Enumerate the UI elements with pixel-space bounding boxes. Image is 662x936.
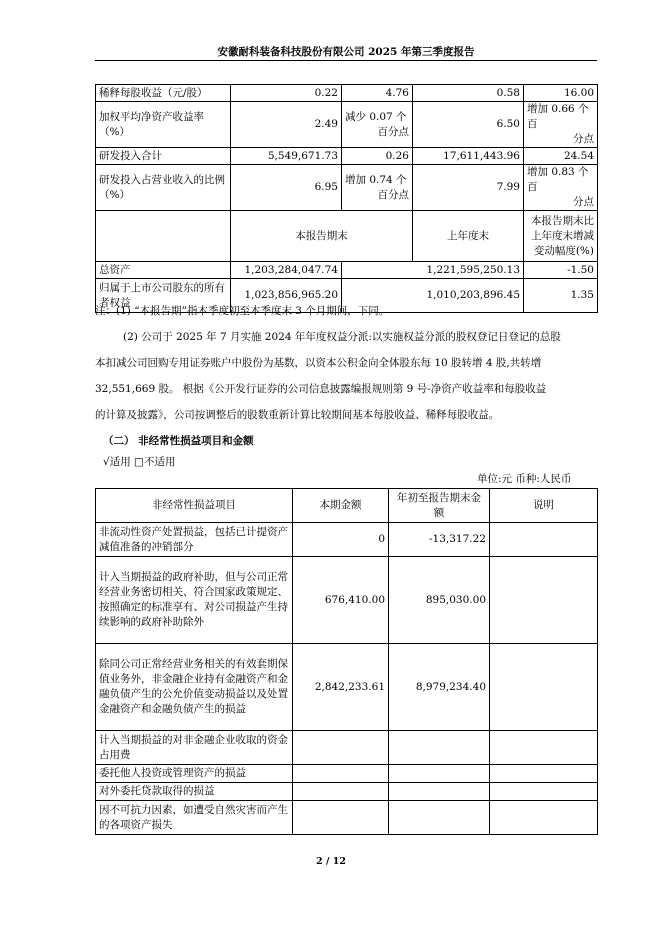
cell-text: 增加 0.74 个	[345, 173, 407, 186]
ytd-amount: -13,317.22	[389, 523, 490, 557]
cell-value: 2.49	[231, 102, 342, 148]
cell-text: 增加 0.66 个百	[527, 103, 589, 130]
note-cell	[490, 801, 598, 835]
column-header-ytd: 年初至报告期末金额	[389, 489, 490, 523]
item-label: 非流动性资产处置损益，包括已计提资产减值准备的冲销部分	[96, 523, 293, 557]
cell-value: 6.95	[231, 165, 342, 211]
note-2-line: 本扣减公司回购专用证券账户中股份为基数，以资本公积金向全体股东每 10 股转增 4 股,共转增	[95, 357, 542, 369]
cell-value: 24.54	[524, 148, 598, 165]
table-row	[96, 523, 598, 557]
cell-value	[342, 102, 413, 148]
table-row	[96, 557, 598, 644]
current-amount	[293, 731, 389, 765]
column-header-current: 本期金额	[293, 489, 389, 523]
cell-value: 1,221,595,250.13	[342, 262, 524, 279]
note-2-line: (2) 公司于 2025 年 7 月实施 2024 年年度权益分派:以实施权益分派的股权登记日登记的总股	[123, 331, 561, 343]
cell-value: 7.99	[413, 165, 524, 211]
row-label: 加权平均净资产收益率（%）	[96, 102, 231, 148]
cell-value	[524, 165, 598, 211]
cell-value: 1,010,203,896.45	[342, 279, 524, 313]
cell-value: 0.58	[413, 85, 524, 102]
ytd-amount: 895,030.00	[389, 557, 490, 644]
item-label: 因不可抗力因素，如遭受自然灾害而产生的各项资产损失	[96, 801, 293, 835]
item-label: 除同公司正常经营业务相关的有效套期保值业务外，非金融企业持有金融资产和金融负债产生的公允价值变动损益以及处置金融资产和金融负债产生的损益	[96, 644, 293, 731]
note-cell	[490, 644, 598, 731]
cell-value	[342, 165, 413, 211]
non-recurring-items-table	[95, 488, 598, 835]
cell-value: 1,023,856,965.20	[231, 279, 342, 313]
table-row	[96, 765, 598, 783]
row-label: 研发投入合计	[96, 148, 231, 165]
note-2-line: 的计算及披露》，公司按调整后的股数重新计算比较期间基本每股收益、稀释每股收益。	[95, 409, 500, 421]
column-header: 上年度末	[413, 211, 524, 262]
current-amount: 0	[293, 523, 389, 557]
item-label: 委托他人投资或管理资产的损益	[96, 765, 293, 783]
cell-value: 0.22	[231, 85, 342, 102]
cell-value: 5,549,671.73	[231, 148, 342, 165]
cell-text: 分点	[573, 133, 594, 145]
ytd-amount	[389, 783, 490, 801]
table-row	[96, 731, 598, 765]
cell-value: 4.76	[342, 85, 413, 102]
cell-text: 百分点	[377, 188, 409, 201]
empty-cell	[96, 211, 231, 262]
cell-text: 分点	[573, 196, 594, 208]
cell-text: 增加 0.83 个百	[527, 166, 589, 193]
current-amount	[293, 783, 389, 801]
row-label: 研发投入占营业收入的比例（%）	[96, 165, 231, 211]
table-row	[96, 783, 598, 801]
column-header: 本报告期末比上年度末增减变动幅度(%)	[524, 211, 598, 262]
page-number: 2 / 12	[316, 856, 346, 867]
item-label: 计入当期损益的政府补助，但与公司正常经营业务密切相关、符合国家政策规定、按照确定的标准享有、对公司损益产生持续影响的政府补助除外	[96, 557, 293, 644]
financial-indicators-table	[95, 84, 598, 313]
row-label: 稀释每股收益（元/股）	[96, 85, 231, 102]
apply-status: √适用 □不适用	[103, 456, 176, 468]
cell-value: 0.26	[342, 148, 413, 165]
item-label: 对外委托贷款取得的损益	[96, 783, 293, 801]
note-cell	[490, 731, 598, 765]
page-header-title: 安徽耐科装备科技股份有限公司 2025 年第三季度报告	[217, 46, 475, 58]
cell-value: 6.50	[413, 102, 524, 148]
cell-value: 17,611,443.96	[413, 148, 524, 165]
current-amount	[293, 765, 389, 783]
table-row	[96, 644, 598, 731]
unit-label: 单位:元 币种:人民币	[477, 473, 572, 485]
column-header-item: 非经常性损益项目	[96, 489, 293, 523]
cell-text: 减少 0.07 个	[345, 110, 407, 123]
note-cell	[490, 557, 598, 644]
column-header: 本报告期末	[231, 211, 413, 262]
current-amount	[293, 801, 389, 835]
cell-value: 1.35	[524, 279, 598, 313]
note-cell	[490, 783, 598, 801]
column-header-note: 说明	[490, 489, 598, 523]
current-amount: 676,410.00	[293, 557, 389, 644]
note-cell	[490, 523, 598, 557]
note-cell	[490, 765, 598, 783]
header-rule	[95, 60, 597, 61]
section-title: （二） 非经常性损益项目和金额	[103, 435, 254, 447]
row-label: 总资产	[96, 262, 231, 279]
note-2-line: 32,551,669 股。 根据《公开发行证券的公司信息披露编报规则第 9 号-净资产收益率和每股收益	[95, 383, 547, 395]
cell-value: -1.50	[524, 262, 598, 279]
note-1: 注：(1) “本报告期”指本季度初至本季度末 3 个月期间，下同。	[95, 305, 390, 317]
ytd-amount	[389, 765, 490, 783]
cell-value: 1,203,284,047.74	[231, 262, 342, 279]
ytd-amount	[389, 801, 490, 835]
cell-text: 百分点	[377, 125, 409, 138]
cell-value	[524, 102, 598, 148]
item-label: 计入当期损益的对非金融企业收取的资金占用费	[96, 731, 293, 765]
ytd-amount: 8,979,234.40	[389, 644, 490, 731]
cell-value: 16.00	[524, 85, 598, 102]
current-amount: 2,842,233.61	[293, 644, 389, 731]
ytd-amount	[389, 731, 490, 765]
row-label: 归属于上市公司股东的所有者权益	[96, 279, 231, 313]
table-row	[96, 801, 598, 835]
